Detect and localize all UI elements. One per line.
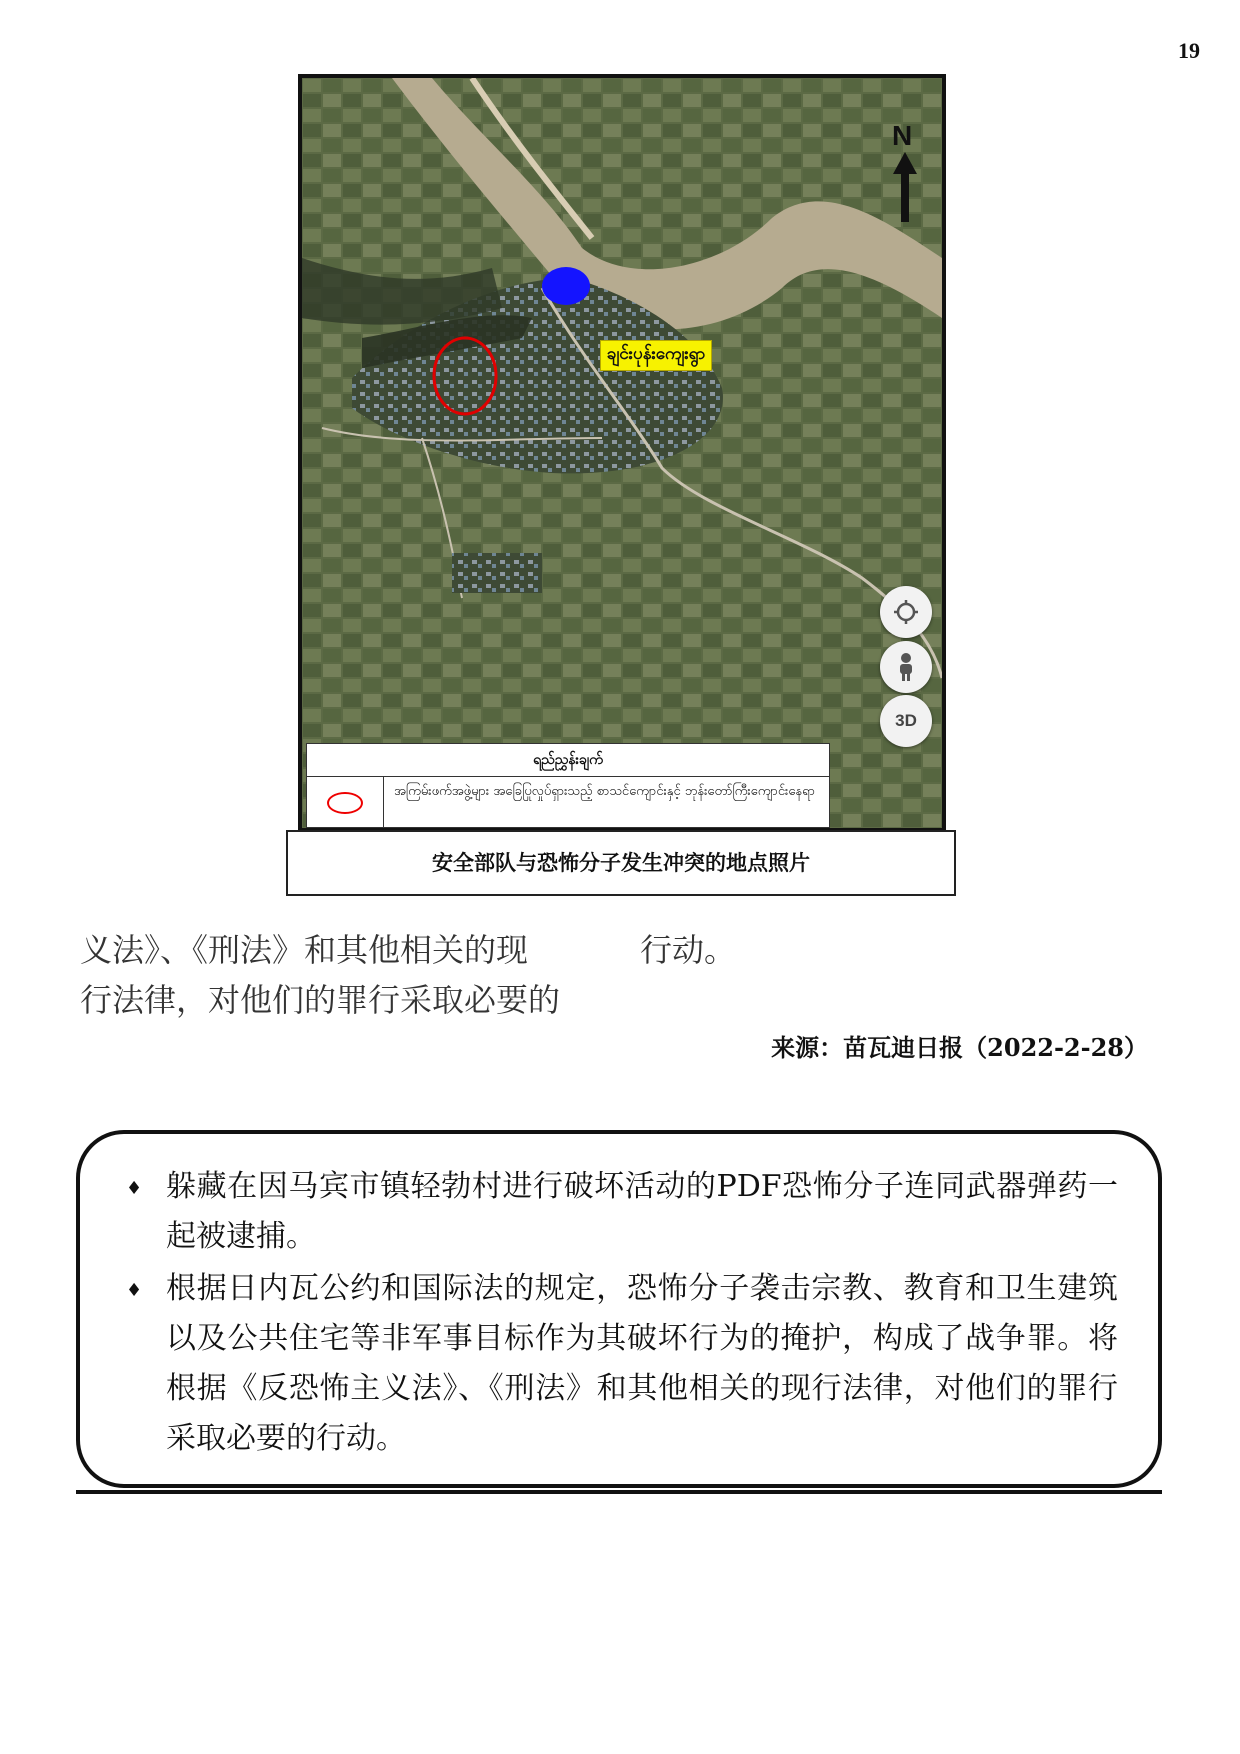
- page-number: 19: [1178, 38, 1200, 63]
- summary-bullet-text: 根据日内瓦公约和国际法的规定，恐怖分子袭击宗教、教育和卫生建筑以及公共住宅等非军事目标作为其破坏行为的掩护，构成了战争罪。将根据《反恐怖主义法》、《刑法》和其他相关的现行法律，对他们的罪行采取必要的行动。: [166, 1271, 1118, 1456]
- summary-box: [76, 1130, 1162, 1488]
- north-label: N: [892, 120, 913, 151]
- article-text-line: 行法律，对他们的罪行采取必要的: [80, 981, 561, 1019]
- map-legend: [306, 743, 830, 828]
- article-text-line: 行动。: [640, 931, 737, 969]
- source-citation: 来源：苗瓦迪日报（2022-2-28）: [771, 1033, 1148, 1062]
- legend-title: ရည်ညွှန်းချက်: [307, 744, 829, 777]
- article-text-line: 义法》、《刑法》和其他相关的现: [80, 931, 529, 969]
- satellite-map: [298, 74, 946, 832]
- summary-bullet: [114, 1264, 1118, 1464]
- summary-bullet-text: 躲藏在因马宾市镇轻勃村进行破坏活动的PDF恐怖分子连同武器弹药一起被逮捕。: [166, 1169, 1118, 1254]
- pegman-icon: [895, 652, 917, 682]
- diamond-bullet-icon: ♦: [126, 1280, 143, 1301]
- my-location-button[interactable]: [880, 586, 932, 638]
- red-ellipse-icon: [307, 777, 384, 829]
- satellite-terrain: [302, 78, 942, 828]
- figure-caption: 安全部队与恐怖分子发生冲突的地点照片: [286, 830, 956, 896]
- horizontal-rule: [76, 1490, 1162, 1494]
- 3d-view-button[interactable]: 3D: [880, 695, 932, 747]
- diamond-bullet-icon: ♦: [126, 1178, 143, 1199]
- legend-row: [307, 777, 829, 829]
- street-view-button[interactable]: [880, 641, 932, 693]
- crosshair-icon: [893, 599, 919, 625]
- legend-item-text: အကြမ်းဖက်အဖွဲ့များ အခြေပြုလှုပ်ရှားသည့် စာသင်ကျောင်းနှင့် ဘုန်းတော်ကြီးကျောင်းနေရာ: [394, 784, 815, 799]
- village-label: ချင်းပုန်းကျေးရွာ: [600, 340, 712, 371]
- summary-bullet: [114, 1162, 1118, 1262]
- conflict-site-marker: [542, 267, 590, 305]
